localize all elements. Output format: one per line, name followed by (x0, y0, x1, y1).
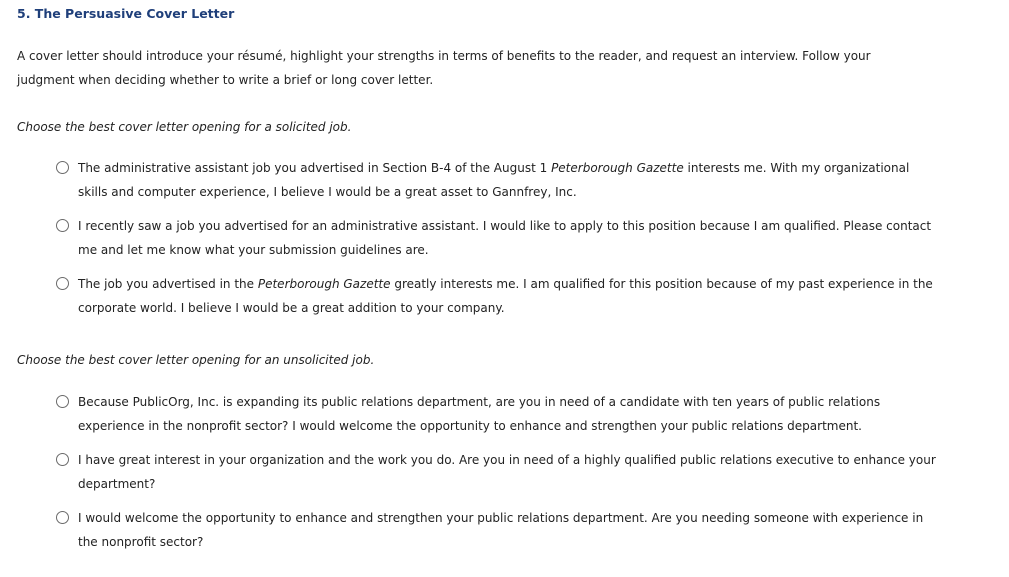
radio-button[interactable] (56, 453, 69, 466)
option-label: I have great interest in your organization and the work you do. Are you in need of a highly qualified public relations executive to enhance your department? (78, 453, 936, 491)
option-label: I would welcome the opportunity to enhance and strengthen your public relations department. Are you needing someone with experience in the nonprofit sector? (78, 511, 924, 549)
question-2-options (56, 390, 936, 564)
option-label: I recently saw a job you advertised for an administrative assistant. I would like to apply to this position because I am qualified. Please contact me and let me know what your submission guidelines are. (78, 219, 932, 257)
question-2-option-1[interactable] (56, 390, 936, 438)
option-label: The administrative assistant job you advertised in Section B-4 of the August 1 Peterborough Gazette interests me. With my organizational skills and computer experience, I believe I would be a great asset to Gannfrey, Inc. (78, 161, 910, 199)
question-1-option-2[interactable] (56, 214, 936, 262)
radio-button[interactable] (56, 161, 69, 174)
intro-paragraph: A cover letter should introduce your résumé, highlight your strengths in terms of benefits to the reader, and request an interview. Follow your judgment when deciding whether to write a brief or long cover letter. (17, 49, 871, 87)
question-2-prompt: Choose the best cover letter opening for an unsolicited job. (17, 353, 375, 367)
page-title: 5. The Persuasive Cover Letter (17, 6, 235, 21)
radio-button[interactable] (56, 219, 69, 232)
radio-button[interactable] (56, 395, 69, 408)
radio-button[interactable] (56, 277, 69, 290)
question-1-option-3[interactable] (56, 272, 936, 320)
question-1-prompt: Choose the best cover letter opening for a solicited job. (17, 120, 352, 134)
option-label: Because PublicOrg, Inc. is expanding its public relations department, are you in need of a candidate with ten years of public relations experience in the nonprofit sector? I would welcome the opportunity to enhance and strengthen your public relations department. (78, 395, 881, 433)
radio-button[interactable] (56, 511, 69, 524)
question-1-option-1[interactable] (56, 156, 936, 204)
question-2-option-3[interactable] (56, 506, 936, 554)
option-label: The job you advertised in the Peterborough Gazette greatly interests me. I am qualified for this position because of my past experience in the corporate world. I believe I would be a great addition to your company. (78, 277, 933, 315)
question-2-option-2[interactable] (56, 448, 936, 496)
question-1-options (56, 156, 936, 330)
